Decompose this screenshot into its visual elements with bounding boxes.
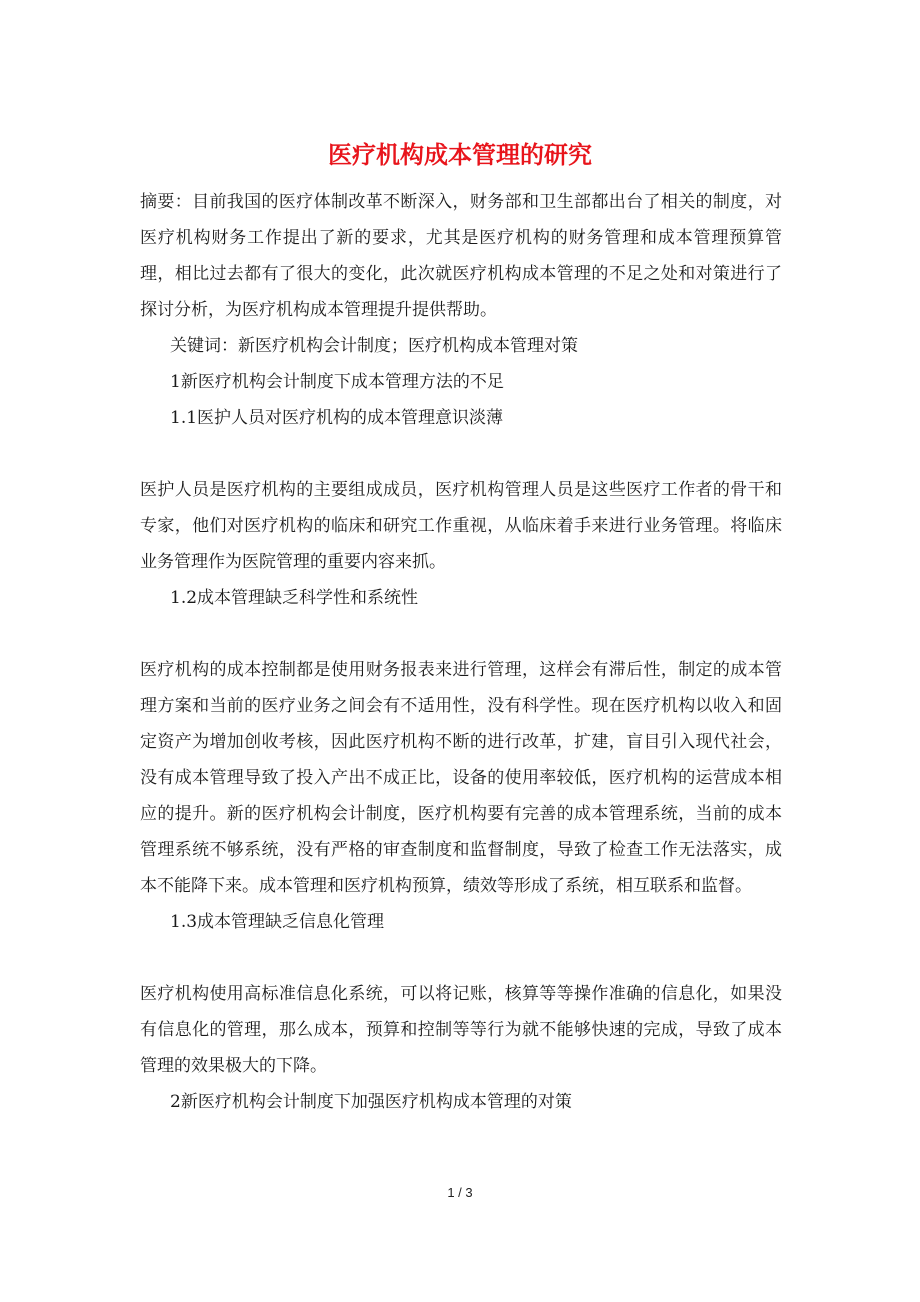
section-1-3-body: 医疗机构使用高标准信息化系统，可以将记账，核算等等操作准确的信息化，如果没有信息化的管理，那么成本，预算和控制等等行为就不能够快速的完成，导致了成本管理的效果极大的下降。 [140, 984, 782, 1076]
blank-line [140, 940, 782, 976]
blank-line [140, 616, 782, 652]
section-1-2-heading: 1.2成本管理缺乏科学性和系统性 [170, 588, 419, 608]
abstract-paragraph: 摘要：目前我国的医疗体制改革不断深入，财务部和卫生部都出台了相关的制度，对医疗机构财务工作提出了新的要求，尤其是医疗机构的财务管理和成本管理预算管理，相比过去都有了很大的变化，此次就医疗机构成本管理的不足之处和对策进行了探讨分析，为医疗机构成本管理提升提供帮助。 [140, 192, 782, 320]
section-1-2-body: 医疗机构的成本控制都是使用财务报表来进行管理，这样会有滞后性，制定的成本管理方案和当前的医疗业务之间会有不适用性，没有科学性。现在医疗机构以收入和固定资产为增加创收考核，因此医疗机构不断的进行改革，扩建，盲目引入现代社会，没有成本管理导致了投入产出不成正比，设备的使用率较低，医疗机构的运营成本相应的提升。新的医疗机构会计制度，医疗机构要有完善的成本管理系统，当前的成本管理系统不够系统，没有严格的审查制度和监督制度，导致了检查工作无法落实，成本不能降下来。成本管理和医疗机构预算，绩效等形成了系统，相互联系和监督。 [140, 660, 782, 896]
blank-line [140, 436, 782, 472]
keywords-line: 关键词：新医疗机构会计制度；医疗机构成本管理对策 [170, 336, 578, 356]
section-1-1-body: 医护人员是医疗机构的主要组成成员，医疗机构管理人员是这些医疗工作者的骨干和专家，他们对医疗机构的临床和研究工作重视，从临床着手来进行业务管理。将临床业务管理作为医院管理的重要内容来抓。 [140, 480, 782, 572]
section-1-heading: 1新医疗机构会计制度下成本管理方法的不足 [170, 372, 504, 392]
section-1-1-heading: 1.1医护人员对医疗机构的成本管理意识淡薄 [170, 408, 504, 428]
section-1-3-heading: 1.3成本管理缺乏信息化管理 [170, 912, 385, 932]
page-indicator: 1 / 3 [447, 1185, 473, 1200]
document-body [140, 184, 782, 1120]
document-title: 医疗机构成本管理的研究 [328, 140, 592, 169]
section-2-heading: 2新医疗机构会计制度下加强医疗机构成本管理的对策 [170, 1092, 572, 1112]
